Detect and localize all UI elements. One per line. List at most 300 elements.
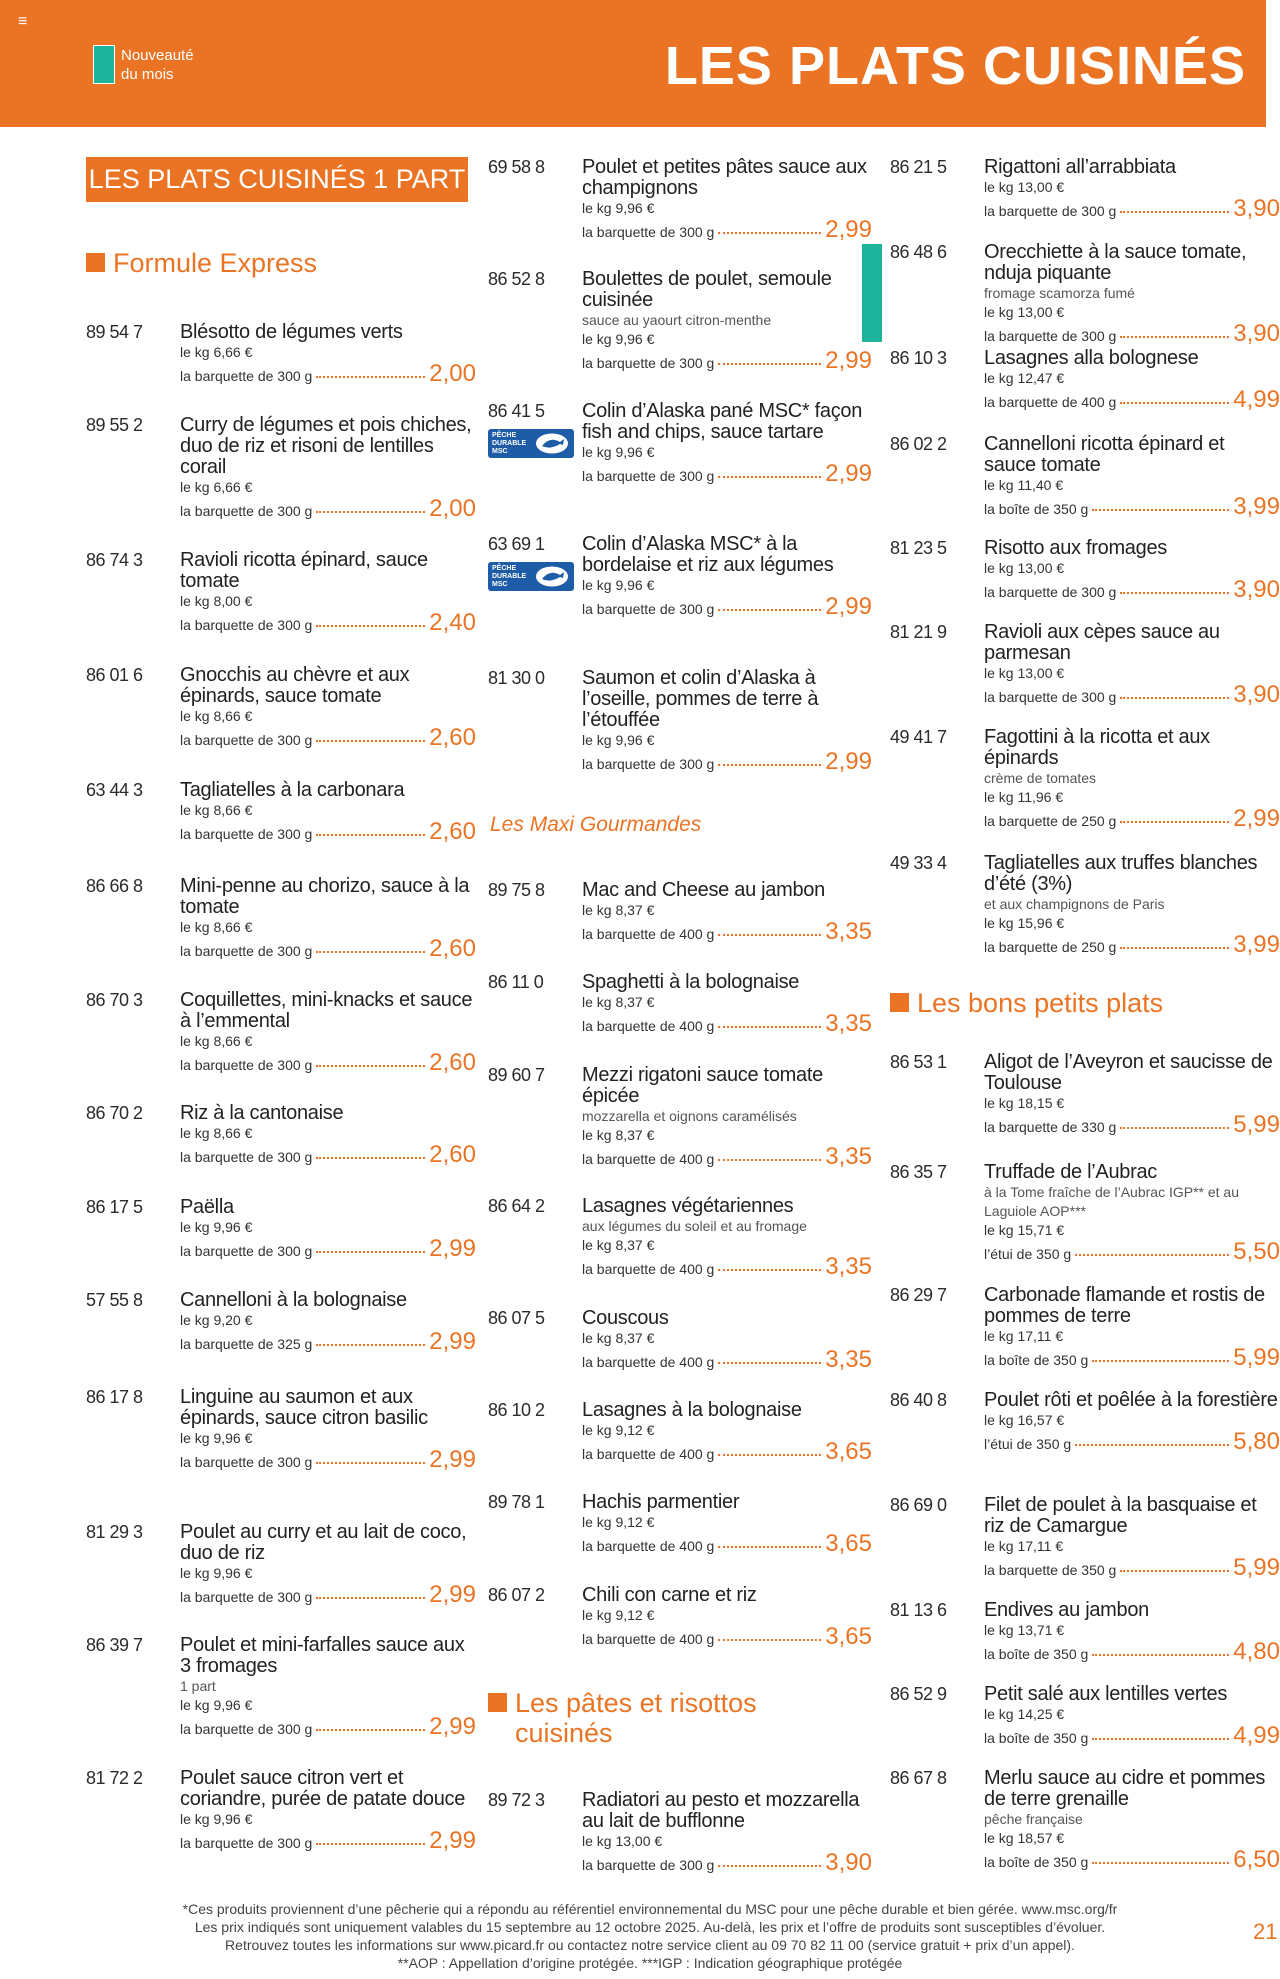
product-detail: crème de tomates	[984, 770, 1097, 786]
product-price: 4,80	[1233, 1638, 1280, 1665]
product-name: Filet de poulet à la basquaise et riz de Camargue	[984, 1494, 1257, 1537]
price-leader-dots	[1120, 821, 1229, 823]
price-leader-dots	[316, 740, 425, 742]
product-name: Saumon et colin d’Alaska à l’oseille, pommes de terre à l’étouffée	[582, 667, 819, 731]
product-price-per-kg: le kg 9,12 €	[582, 1514, 655, 1530]
product-code: 89 54 7	[86, 322, 143, 342]
product-price-per-kg: le kg 18,57 €	[984, 1830, 1065, 1846]
price-leader-dots	[1120, 1127, 1229, 1129]
price-leader-dots	[316, 1344, 425, 1346]
product-name: Rigattoni all’arrabbiata	[984, 156, 1176, 178]
price-leader-dots	[1092, 1862, 1229, 1864]
price-leader-dots	[1120, 697, 1229, 699]
product-price-per-kg: le kg 13,00 €	[582, 1833, 663, 1849]
product-code: 89 78 1	[488, 1492, 545, 1512]
product-detail: et aux champignons de Paris	[984, 896, 1165, 912]
product-price: 2,99	[825, 216, 872, 243]
price-leader-dots	[1075, 1254, 1229, 1256]
product-price-line	[180, 611, 476, 635]
product-code: 86 07 5	[488, 1308, 545, 1328]
product-price-line	[180, 1715, 476, 1739]
product-code: 89 60 7	[488, 1065, 545, 1085]
price-leader-dots	[1120, 1570, 1229, 1572]
price-leader-dots	[316, 376, 425, 378]
product-pack: la barquette de 400 g	[582, 1151, 715, 1167]
product-price-per-kg: le kg 9,96 €	[582, 577, 655, 593]
product-code: 86 70 3	[86, 990, 143, 1010]
product-price: 5,99	[1233, 1344, 1280, 1371]
price-leader-dots	[718, 1269, 821, 1271]
price-leader-dots	[316, 1065, 425, 1067]
product-pack: la barquette de 300 g	[984, 584, 1117, 600]
product-price: 3,90	[825, 1849, 872, 1876]
price-leader-dots	[718, 232, 821, 234]
product-pack: la barquette de 400 g	[582, 926, 715, 942]
product-price: 3,35	[825, 1253, 872, 1280]
product-code: 81 30 0	[488, 668, 545, 688]
product-price-line	[180, 1237, 476, 1261]
product-code: 86 29 7	[890, 1285, 947, 1305]
product-price-line	[582, 1348, 872, 1372]
product-price-line	[582, 1145, 872, 1169]
page-title: LES PLATS CUISINÉS	[664, 36, 1246, 96]
product-price-per-kg: le kg 8,00 €	[180, 593, 253, 609]
product-pack: la barquette de 400 g	[984, 394, 1117, 410]
price-leader-dots	[718, 476, 821, 478]
product-price-per-kg: le kg 17,11 €	[984, 1538, 1064, 1554]
product-price: 2,99	[825, 593, 872, 620]
product-code: 86 40 8	[890, 1390, 947, 1410]
product-price-per-kg: le kg 13,71 €	[984, 1622, 1065, 1638]
product-pack: la barquette de 300 g	[180, 368, 313, 384]
product-code: 86 10 3	[890, 348, 947, 368]
product-name: Poulet et mini-farfalles sauce aux 3 fromages	[180, 1634, 465, 1677]
product-price: 3,90	[1233, 681, 1280, 708]
product-price-per-kg: le kg 15,96 €	[984, 915, 1065, 931]
product-detail: pêche française	[984, 1811, 1083, 1827]
product-name: Ravioli ricotta épinard, sauce tomate	[180, 549, 428, 592]
price-leader-dots	[316, 625, 425, 627]
price-leader-dots	[316, 1729, 425, 1731]
product-name: Colin d’Alaska MSC* à la bordelaise et riz aux légumes	[582, 533, 834, 576]
section-title-bons-petits-plats: Les bons petits plats	[890, 988, 1163, 1018]
price-leader-dots	[1120, 211, 1229, 213]
product-price-line	[582, 349, 872, 373]
product-name: Risotto aux fromages	[984, 537, 1167, 559]
product-name: Cannelloni ricotta épinard et sauce tomate	[984, 433, 1225, 476]
product-price-line	[984, 1556, 1280, 1580]
product-name: Cannelloni à la bolognaise	[180, 1289, 407, 1311]
product-price-line	[984, 1346, 1280, 1370]
page-header	[0, 0, 1266, 127]
price-leader-dots	[718, 934, 821, 936]
product-code: 81 29 3	[86, 1522, 143, 1542]
product-name: Ravioli aux cèpes sauce au parmesan	[984, 621, 1220, 664]
product-code: 89 72 3	[488, 1790, 545, 1810]
product-price: 3,90	[1233, 195, 1280, 222]
product-code: 86 41 5	[488, 401, 545, 421]
product-name: Orecchiette à la sauce tomate, nduja piquante	[984, 241, 1247, 284]
product-price-line	[180, 937, 476, 961]
product-name: Poulet rôti et poêlée à la forestière	[984, 1389, 1278, 1411]
product-price-per-kg: le kg 9,96 €	[582, 200, 655, 216]
product-price-per-kg: le kg 9,96 €	[582, 444, 655, 460]
product-price-line	[984, 683, 1280, 707]
product-pack: la barquette de 400 g	[582, 1538, 715, 1554]
product-price: 2,00	[429, 495, 476, 522]
section-title-maxi-gourmandes: Les Maxi Gourmandes	[490, 813, 702, 836]
product-name: Endives au jambon	[984, 1599, 1150, 1621]
product-code: 86 52 9	[890, 1684, 947, 1704]
product-pack: l’étui de 350 g	[984, 1246, 1072, 1262]
product-pack: la boîte de 350 g	[984, 1854, 1089, 1870]
product-pack: la boîte de 350 g	[984, 1352, 1089, 1368]
product-code: 86 10 2	[488, 1400, 545, 1420]
product-pack: la barquette de 300 g	[180, 732, 313, 748]
price-leader-dots	[316, 1843, 425, 1845]
price-leader-dots	[718, 1362, 821, 1364]
product-price-line	[180, 820, 476, 844]
product-price-per-kg: le kg 16,57 €	[984, 1412, 1065, 1428]
product-price: 2,99	[429, 1446, 476, 1473]
product-price-per-kg: le kg 9,96 €	[582, 732, 655, 748]
product-price-line	[984, 495, 1280, 519]
product-pack: la barquette de 300 g	[180, 503, 313, 519]
product-name: Radiatori au pesto et mozzarella au lait de bufflonne	[582, 1789, 860, 1832]
product-name: Hachis parmentier	[582, 1491, 740, 1513]
section-title-pates-risottos: Les pâtes et risottos cuisinés	[488, 1688, 757, 1748]
product-price-per-kg: le kg 9,96 €	[180, 1697, 253, 1713]
product-code: 86 02 2	[890, 434, 947, 454]
product-price: 2,99	[429, 1581, 476, 1608]
product-name: Lasagnes à la bolognaise	[582, 1399, 802, 1421]
product-price-line	[984, 807, 1280, 831]
product-price-per-kg: le kg 11,96 €	[984, 789, 1064, 805]
product-price-line	[582, 1440, 872, 1464]
nouveaute-marker	[862, 244, 882, 342]
product-pack: la barquette de 300 g	[984, 328, 1117, 344]
product-price-line	[180, 362, 476, 386]
nouveaute-legend: Nouveauté du mois	[121, 47, 194, 83]
product-code: 86 48 6	[890, 242, 947, 262]
product-detail: fromage scamorza fumé	[984, 285, 1135, 301]
product-price: 5,99	[1233, 1554, 1280, 1581]
product-pack: l’étui de 350 g	[984, 1436, 1072, 1452]
product-detail: 1 part	[180, 1678, 216, 1694]
product-price-per-kg: le kg 8,37 €	[582, 902, 655, 918]
product-detail: sauce au yaourt citron-menthe	[582, 312, 772, 328]
product-code: 86 17 5	[86, 1197, 143, 1217]
product-price-line	[582, 595, 872, 619]
product-pack: la boîte de 350 g	[984, 1646, 1089, 1662]
product-pack: la barquette de 400 g	[582, 1631, 715, 1647]
product-name: Chili con carne et riz	[582, 1584, 757, 1606]
product-price-line	[984, 1848, 1280, 1872]
product-price: 2,40	[429, 609, 476, 636]
product-name: Spaghetti à la bolognaise	[582, 971, 800, 993]
product-price-per-kg: le kg 14,25 €	[984, 1706, 1065, 1722]
product-price: 5,99	[1233, 1111, 1280, 1138]
product-code: 81 23 5	[890, 538, 947, 558]
product-name: Lasagnes alla bolognese	[984, 347, 1199, 369]
product-code: 49 41 7	[890, 727, 947, 747]
product-code: 86 01 6	[86, 665, 143, 685]
product-code: 86 53 1	[890, 1052, 947, 1072]
price-leader-dots	[718, 609, 821, 611]
product-price: 5,80	[1233, 1428, 1280, 1455]
price-leader-dots	[718, 1454, 821, 1456]
price-leader-dots	[316, 1157, 425, 1159]
product-price-line	[180, 497, 476, 521]
product-price-per-kg: le kg 11,40 €	[984, 477, 1064, 493]
product-price: 3,35	[825, 1143, 872, 1170]
product-price-per-kg: le kg 8,66 €	[180, 802, 253, 818]
price-leader-dots	[316, 1597, 425, 1599]
product-code: 86 17 8	[86, 1387, 143, 1407]
price-leader-dots	[1120, 592, 1229, 594]
product-pack: la barquette de 330 g	[984, 1119, 1117, 1135]
product-price-per-kg: le kg 9,96 €	[180, 1811, 253, 1827]
product-pack: la barquette de 300 g	[984, 689, 1117, 705]
price-leader-dots	[316, 1462, 425, 1464]
product-pack: la barquette de 250 g	[984, 813, 1117, 829]
product-price-line	[984, 197, 1280, 221]
section-title-formule-express: Formule Express	[86, 248, 317, 278]
product-price-line	[984, 1113, 1280, 1137]
product-pack: la barquette de 400 g	[582, 1018, 715, 1034]
product-price: 2,60	[429, 1049, 476, 1076]
product-price: 3,35	[825, 1346, 872, 1373]
price-leader-dots	[316, 834, 425, 836]
product-price-line	[582, 218, 872, 242]
product-price-per-kg: le kg 18,15 €	[984, 1095, 1065, 1111]
product-price-line	[582, 1255, 872, 1279]
nouveaute-swatch	[93, 45, 115, 84]
price-leader-dots	[718, 764, 821, 766]
product-pack: la barquette de 325 g	[180, 1336, 313, 1352]
price-leader-dots	[316, 1251, 425, 1253]
product-price-line	[180, 1143, 476, 1167]
product-name: Mezzi rigatoni sauce tomate épicée	[582, 1064, 823, 1107]
product-pack: la barquette de 300 g	[582, 224, 715, 240]
product-code: 86 11 0	[488, 972, 544, 992]
price-leader-dots	[1120, 336, 1229, 338]
msc-badge: PÊCHE DURABLE MSC	[488, 429, 574, 458]
price-leader-dots	[1092, 1360, 1229, 1362]
product-code: 89 75 8	[488, 880, 545, 900]
price-leader-dots	[718, 1639, 821, 1641]
product-price-per-kg: le kg 9,12 €	[582, 1422, 655, 1438]
product-price: 3,90	[1233, 320, 1280, 347]
price-leader-dots	[1092, 1738, 1229, 1740]
product-code: 49 33 4	[890, 853, 947, 873]
product-code: 81 72 2	[86, 1768, 143, 1788]
product-price: 3,65	[825, 1530, 872, 1557]
product-price-per-kg: le kg 8,37 €	[582, 994, 655, 1010]
product-price-line	[984, 1240, 1280, 1264]
product-price-per-kg: le kg 6,66 €	[180, 344, 253, 360]
product-price-line	[582, 1851, 872, 1875]
product-price: 3,65	[825, 1438, 872, 1465]
product-pack: la barquette de 300 g	[180, 1243, 313, 1259]
price-leader-dots	[1092, 1654, 1229, 1656]
product-code: 57 55 8	[86, 1290, 143, 1310]
product-pack: la barquette de 300 g	[582, 756, 715, 772]
product-price: 3,35	[825, 918, 872, 945]
product-pack: la barquette de 250 g	[984, 939, 1117, 955]
product-price-line	[582, 750, 872, 774]
product-price-line	[180, 1448, 476, 1472]
product-pack: la barquette de 300 g	[180, 826, 313, 842]
product-name: Fagottini à la ricotta et aux épinards	[984, 726, 1210, 769]
product-pack: la barquette de 300 g	[582, 468, 715, 484]
product-pack: la barquette de 300 g	[180, 1057, 313, 1073]
product-price-line	[180, 1829, 476, 1853]
product-name: Colin d’Alaska pané MSC* façon fish and chips, sauce tartare	[582, 400, 863, 443]
price-leader-dots	[1075, 1444, 1229, 1446]
product-detail: mozzarella et oignons caramélisés	[582, 1108, 797, 1124]
product-price: 3,65	[825, 1623, 872, 1650]
product-code: 69 58 8	[488, 157, 545, 177]
product-code: 86 74 3	[86, 550, 143, 570]
product-price-per-kg: le kg 13,00 €	[984, 665, 1065, 681]
product-pack: la barquette de 300 g	[180, 1454, 313, 1470]
price-leader-dots	[316, 951, 425, 953]
product-pack: la barquette de 300 g	[180, 1149, 313, 1165]
part-title: LES PLATS CUISINÉS 1 PART	[86, 157, 468, 202]
product-pack: la barquette de 300 g	[180, 1589, 313, 1605]
product-pack: la barquette de 300 g	[582, 355, 715, 371]
product-price-per-kg: le kg 8,37 €	[582, 1330, 655, 1346]
product-name: Linguine au saumon et aux épinards, sauce citron basilic	[180, 1386, 428, 1429]
product-price-per-kg: le kg 9,96 €	[180, 1565, 253, 1581]
product-price-line	[984, 322, 1280, 346]
page-number: 21	[1253, 1919, 1278, 1944]
price-leader-dots	[316, 511, 425, 513]
product-code: 81 21 9	[890, 622, 947, 642]
product-code: 63 69 1	[488, 534, 545, 554]
product-code: 63 44 3	[86, 780, 143, 800]
product-price-line	[180, 1330, 476, 1354]
product-price: 3,99	[1233, 931, 1280, 958]
product-pack: la barquette de 350 g	[984, 1562, 1117, 1578]
product-price: 2,99	[1233, 805, 1280, 832]
product-price: 6,50	[1233, 1846, 1280, 1873]
product-pack: la barquette de 400 g	[582, 1261, 715, 1277]
product-price-per-kg: le kg 8,66 €	[180, 919, 253, 935]
product-name: Boulettes de poulet, semoule cuisinée	[582, 268, 832, 311]
product-name: Tagliatelles à la carbonara	[180, 779, 405, 801]
product-name: Curry de légumes et pois chiches, duo de riz et risoni de lentilles corail	[180, 414, 472, 478]
product-price-per-kg: le kg 9,96 €	[180, 1219, 253, 1235]
product-code: 86 70 2	[86, 1103, 143, 1123]
product-price: 4,99	[1233, 386, 1280, 413]
product-code: 89 55 2	[86, 415, 143, 435]
product-price-line	[984, 1724, 1280, 1748]
product-price-per-kg: le kg 9,96 €	[180, 1430, 253, 1446]
price-leader-dots	[718, 1865, 821, 1867]
msc-badge: PÊCHE DURABLE MSC	[488, 562, 574, 591]
product-price-per-kg: le kg 8,37 €	[582, 1237, 655, 1253]
product-price-per-kg: le kg 17,11 €	[984, 1328, 1064, 1344]
product-price: 2,99	[429, 1827, 476, 1854]
product-pack: la boîte de 350 g	[984, 501, 1089, 517]
product-pack: la barquette de 300 g	[582, 601, 715, 617]
product-name: Gnocchis au chèvre et aux épinards, sauce tomate	[180, 664, 410, 707]
product-price-per-kg: le kg 13,00 €	[984, 560, 1065, 576]
product-price: 3,35	[825, 1010, 872, 1037]
product-detail: à la Tome fraîche de l’Aubrac IGP** et au Laguiole AOP***	[984, 1184, 1239, 1219]
product-price-per-kg: le kg 15,71 €	[984, 1222, 1065, 1238]
product-pack: la barquette de 300 g	[582, 1857, 715, 1873]
product-name: Paëlla	[180, 1196, 234, 1218]
product-price-line	[180, 1583, 476, 1607]
product-price: 2,60	[429, 818, 476, 845]
product-price-per-kg: le kg 12,47 €	[984, 370, 1065, 386]
price-leader-dots	[718, 1159, 821, 1161]
price-leader-dots	[718, 1026, 821, 1028]
product-price: 2,00	[429, 360, 476, 387]
product-price: 5,50	[1233, 1238, 1280, 1265]
product-price: 3,99	[1233, 493, 1280, 520]
product-price-per-kg: le kg 6,66 €	[180, 479, 253, 495]
product-name: Poulet sauce citron vert et coriandre, purée de patate douce	[180, 1767, 466, 1810]
product-price-per-kg: le kg 9,12 €	[582, 1607, 655, 1623]
product-pack: la barquette de 400 g	[582, 1354, 715, 1370]
product-pack: la barquette de 400 g	[582, 1446, 715, 1462]
product-price-line	[984, 578, 1280, 602]
product-pack: la boîte de 350 g	[984, 1730, 1089, 1746]
product-name: Aligot de l’Aveyron et saucisse de Toulouse	[984, 1051, 1273, 1094]
product-price-line	[984, 933, 1280, 957]
product-price: 2,60	[429, 1141, 476, 1168]
product-price-per-kg: le kg 8,66 €	[180, 1125, 253, 1141]
footnote: *Ces produits proviennent d’une pêcherie qui a répondu au référentiel environnemental du MSC pour une pêche durable et bien gérée. www.msc.org/fr Les prix indiqués sont uniquement valables du 15 septembre au 12 octobre 2025. Au-delà, les prix et l’offre de produits sont susceptibles d’évoluer. Retrouvez toutes les informations sur www.picard.fr ou contactez notre service client au 09 70 82 11 00 (service gratuit + prix d’un appel). **AOP : Appellation d’origine protégée. ***IGP : Indication géographique protégée	[182, 1901, 1118, 1971]
product-price: 3,90	[1233, 576, 1280, 603]
menu-icon[interactable]: ≡	[18, 13, 28, 30]
product-name: Poulet et petites pâtes sauce aux champignons	[582, 156, 867, 199]
product-price-per-kg: le kg 8,37 €	[582, 1127, 655, 1143]
product-pack: la barquette de 300 g	[180, 1835, 313, 1851]
product-price-line	[582, 1625, 872, 1649]
product-name: Carbonade flamande et rostis de pommes de terre	[984, 1284, 1265, 1327]
product-price-line	[984, 1430, 1280, 1454]
product-price: 2,60	[429, 935, 476, 962]
product-code: 86 66 8	[86, 876, 143, 896]
product-name: Tagliatelles aux truffes blanches d’été (3%)	[984, 852, 1258, 895]
product-code: 86 64 2	[488, 1196, 545, 1216]
product-price-per-kg: le kg 13,00 €	[984, 179, 1065, 195]
product-name: Truffade de l’Aubrac	[984, 1161, 1157, 1183]
product-name: Poulet au curry et au lait de coco, duo de riz	[180, 1521, 467, 1564]
product-price: 4,99	[1233, 1722, 1280, 1749]
product-price: 2,99	[825, 460, 872, 487]
product-code: 81 13 6	[890, 1600, 947, 1620]
product-price-line	[582, 462, 872, 486]
product-price: 2,99	[429, 1328, 476, 1355]
product-name: Petit salé aux lentilles vertes	[984, 1683, 1228, 1705]
product-pack: la barquette de 300 g	[180, 617, 313, 633]
product-pack: la barquette de 300 g	[180, 943, 313, 959]
product-price-per-kg: le kg 9,20 €	[180, 1312, 253, 1328]
price-leader-dots	[718, 1546, 821, 1548]
product-name: Merlu sauce au cidre et pommes de terre grenaille	[984, 1767, 1266, 1810]
product-name: Couscous	[582, 1307, 669, 1329]
product-name: Riz à la cantonaise	[180, 1102, 344, 1124]
product-name: Blésotto de légumes verts	[180, 321, 403, 343]
price-leader-dots	[718, 363, 821, 365]
product-code: 86 35 7	[890, 1162, 947, 1182]
